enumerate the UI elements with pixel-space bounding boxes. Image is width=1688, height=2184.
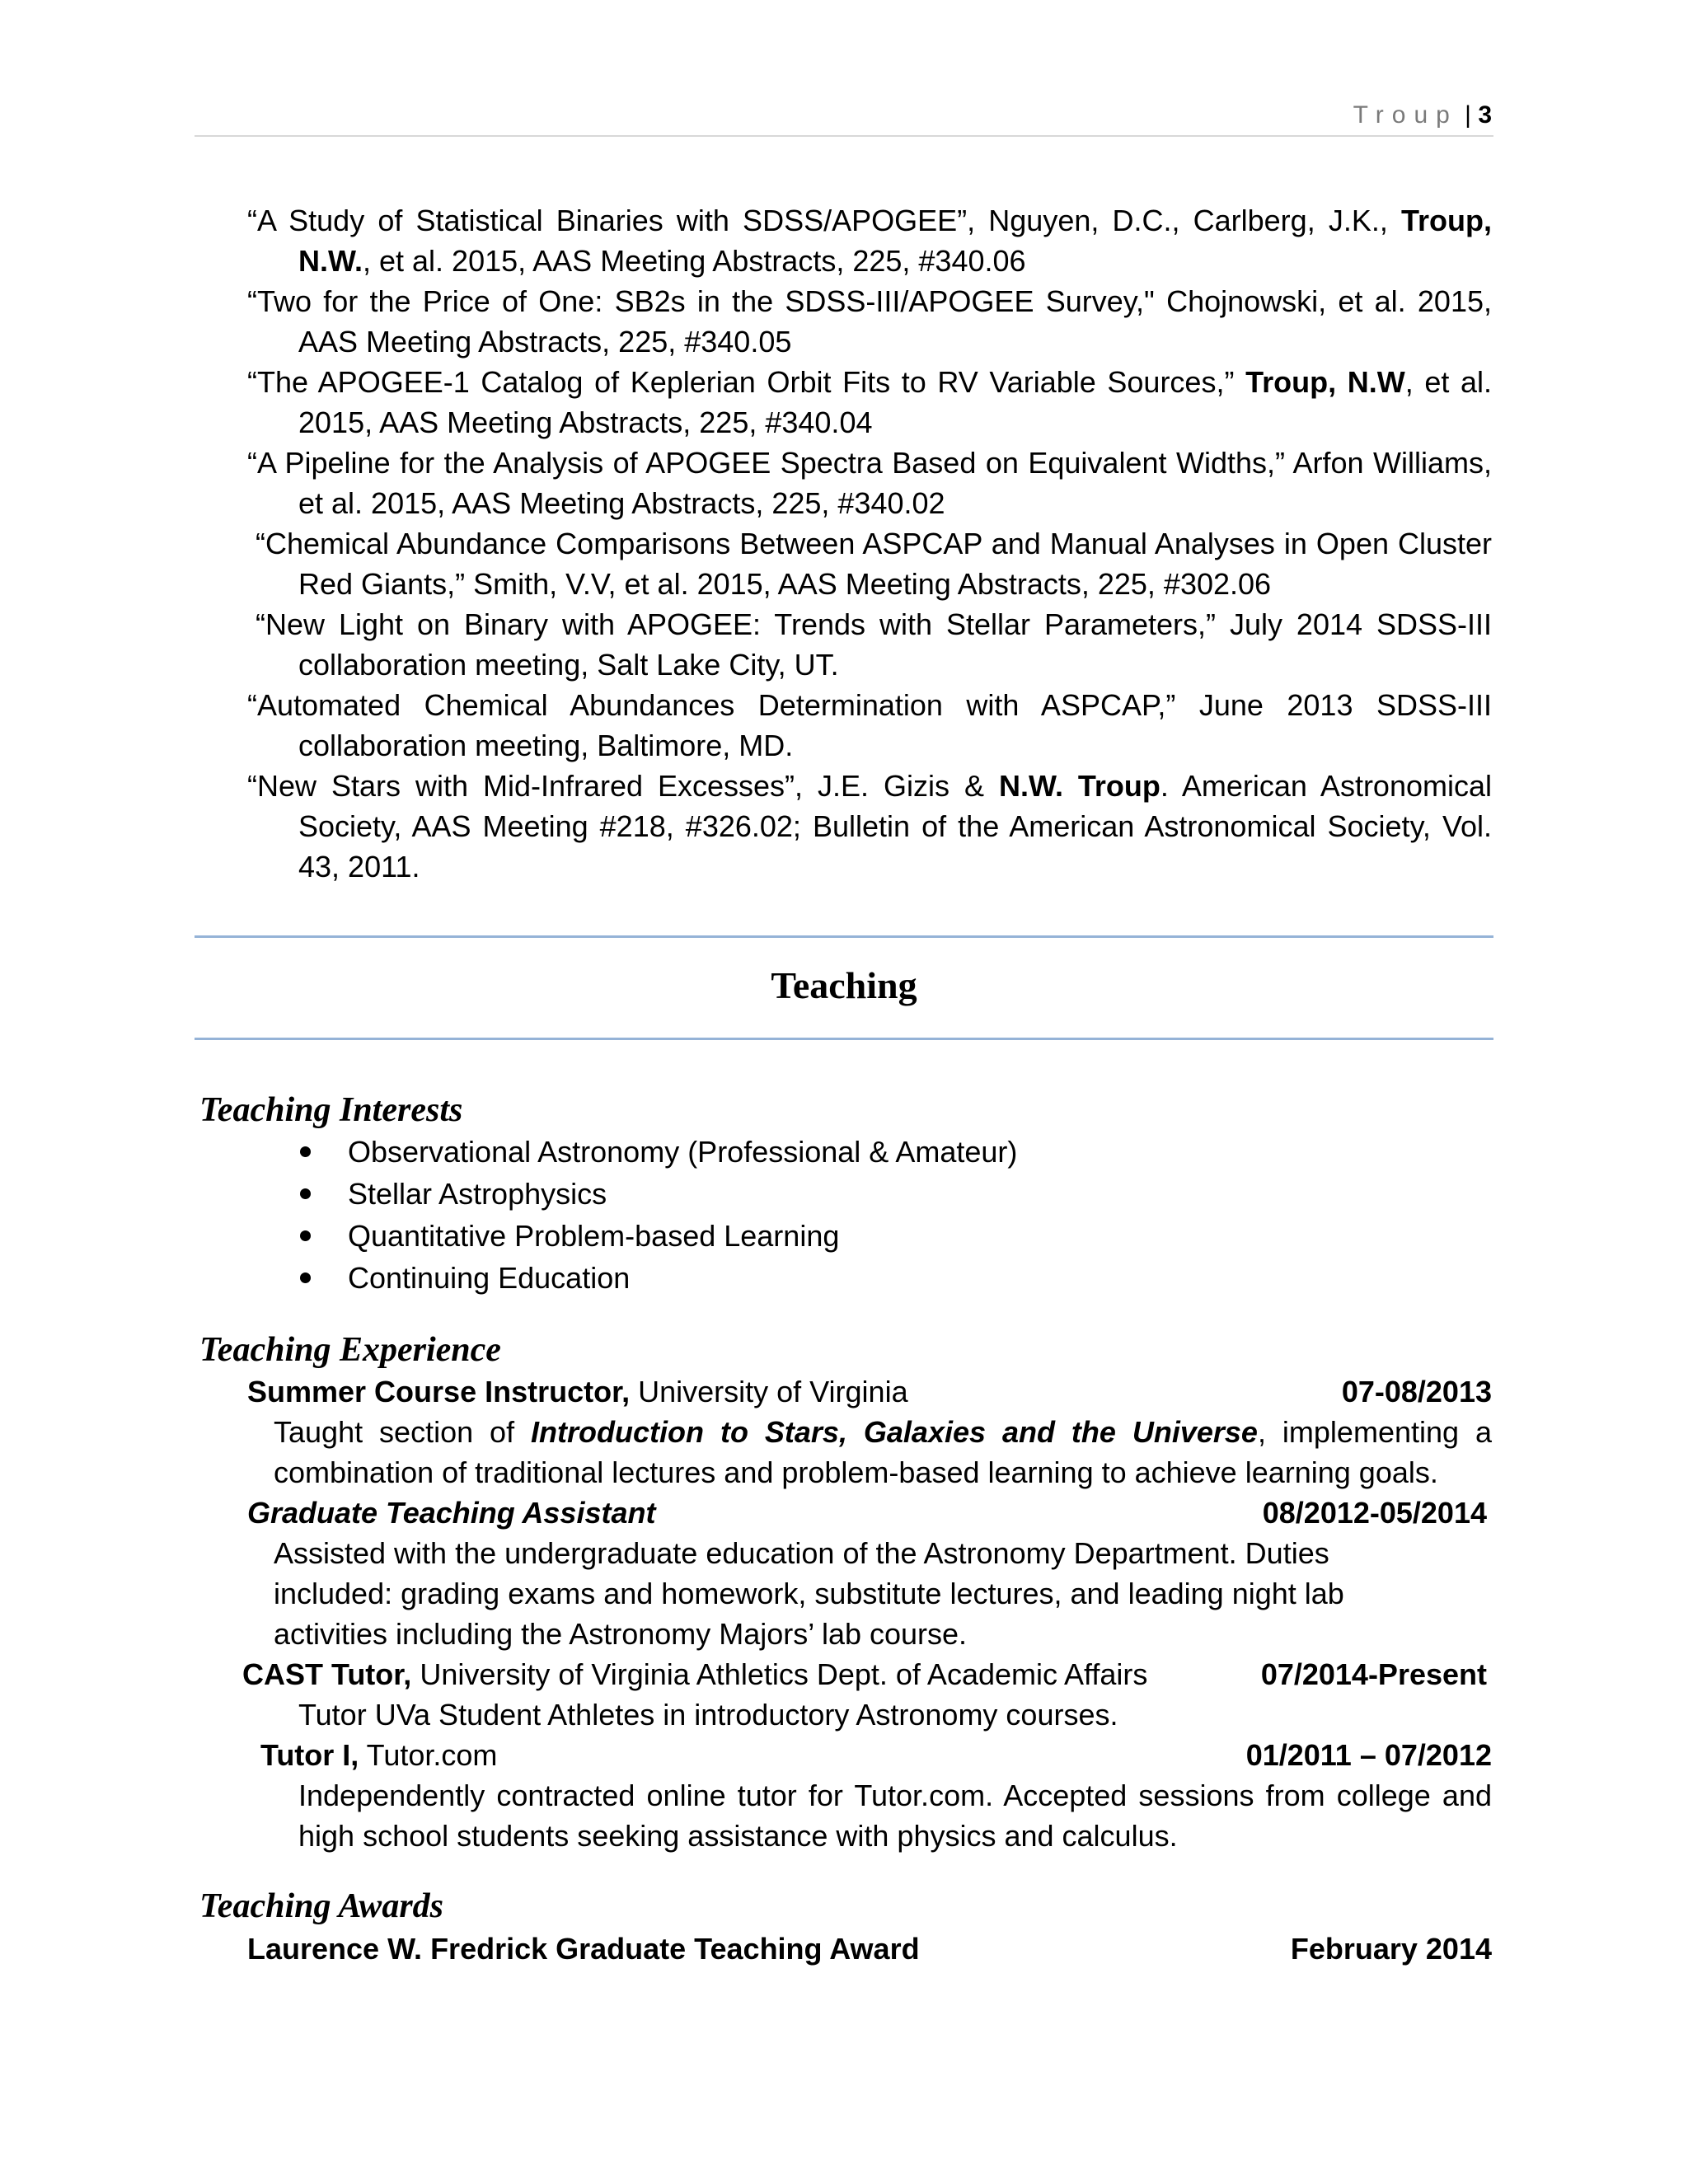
- experience-entry-ta: Graduate Teaching Assistant 08/2012-05/2014: [247, 1493, 1487, 1533]
- experience-entry-cast-tutor: CAST Tutor, University of Virginia Athletics Dept. of Academic Affairs 07/2014-Present: [242, 1654, 1487, 1694]
- list-item: “Automated Chemical Abundances Determination with ASPCAP,” June 2013 SDSS-III collaboration meeting, Baltimore, MD.: [247, 688, 1492, 762]
- list-item: Continuing Education: [297, 1257, 1017, 1299]
- section-rule-bottom: [195, 1038, 1493, 1040]
- entry-date: 07/2014-Present: [1260, 1657, 1487, 1691]
- entry-description: Tutor UVa Student Athletes in introductory Astronomy courses.: [298, 1698, 1118, 1732]
- bullet-icon: [300, 1146, 311, 1157]
- bullet-icon: [300, 1188, 311, 1199]
- experience-entry-instructor: Summer Course Instructor, University of Virginia 07-08/2013: [247, 1371, 1492, 1412]
- list-item: “Chemical Abundance Comparisons Between ASPCAP and Manual Analyses in Open Cluster Red Giants,” Smith, V.V, et al. 2015, AAS Meeting Abstracts, 225, #302.06: [256, 527, 1492, 601]
- list-item: Quantitative Problem-based Learning: [297, 1215, 1017, 1257]
- entry-date: 01/2011 – 07/2012: [1245, 1738, 1492, 1772]
- page-number: 3: [1478, 101, 1492, 129]
- list-item: “A Pipeline for the Analysis of APOGEE Spectra Based on Equivalent Widths,” Arfon Williams, et al. 2015, AAS Meeting Abstracts, 225, #340.02: [247, 446, 1492, 520]
- entry-description: Assisted with the undergraduate education of the Astronomy Department. Duties included: grading exams and homework, substitute lectures, and leading night lab activities including the Astronomy Majors’ lab course.: [274, 1536, 1344, 1651]
- award-date: February 2014: [1290, 1932, 1492, 1966]
- entry-description: Independently contracted online tutor for Tutor.com. Accepted sessions from college and high school students seeking assistance with physics and calculus.: [298, 1779, 1492, 1853]
- bullet-icon: [300, 1272, 311, 1283]
- running-header: [1236, 99, 1492, 132]
- list-item: “Two for the Price of One: SB2s in the SDSS-III/APOGEE Survey," Chojnowski, et al. 2015, AAS Meeting Abstracts, 225, #340.05: [247, 284, 1492, 359]
- list-item: Stellar Astrophysics: [297, 1173, 1017, 1215]
- entry-date: 08/2012-05/2014: [1262, 1496, 1487, 1530]
- experience-entry-tutor: Tutor I, Tutor.com 01/2011 – 07/2012: [260, 1735, 1492, 1775]
- header-separator: |: [1465, 101, 1471, 129]
- subsection-heading-awards: Teaching Awards: [199, 1887, 444, 1925]
- header-divider: [195, 135, 1493, 137]
- section-rule-top: [195, 935, 1493, 938]
- award-entry: Laurence W. Fredrick Graduate Teaching Award February 2014: [247, 1929, 1492, 1969]
- list-item: “A Study of Statistical Binaries with SDSS/APOGEE”, Nguyen, D.C., Carlberg, J.K., Troup, N.W., et al. 2015, AAS Meeting Abstracts, 225, #340.06: [247, 204, 1492, 278]
- list-item: “New Stars with Mid-Infrared Excesses”, J.E. Gizis & N.W. Troup. American Astronomical Society, AAS Meeting #218, #326.02; Bulletin of the American Astronomical Society, Vol. 43, 2011.: [247, 769, 1492, 883]
- entry-description: Taught section of Introduction to Stars, Galaxies and the Universe, implementing a combination of traditional lectures and problem-based learning to achieve learning goals.: [274, 1415, 1493, 1489]
- section-title: Teaching: [771, 964, 917, 1006]
- subsection-heading-interests: Teaching Interests: [199, 1091, 463, 1129]
- bullet-icon: [300, 1230, 311, 1241]
- list-item: Observational Astronomy (Professional & Amateur): [297, 1131, 1017, 1173]
- header-author-name: Troup: [1353, 101, 1458, 129]
- interests-list: [297, 1131, 1017, 1299]
- entry-date: 07-08/2013: [1341, 1375, 1492, 1408]
- list-item: “New Light on Binary with APOGEE: Trends with Stellar Parameters,” July 2014 SDSS-III collaboration meeting, Salt Lake City, UT.: [256, 607, 1492, 682]
- publication-list: [247, 200, 1492, 887]
- subsection-heading-experience: Teaching Experience: [199, 1331, 501, 1369]
- list-item: “The APOGEE-1 Catalog of Keplerian Orbit Fits to RV Variable Sources,” Troup, N.W, et al. 2015, AAS Meeting Abstracts, 225, #340.04: [247, 365, 1492, 439]
